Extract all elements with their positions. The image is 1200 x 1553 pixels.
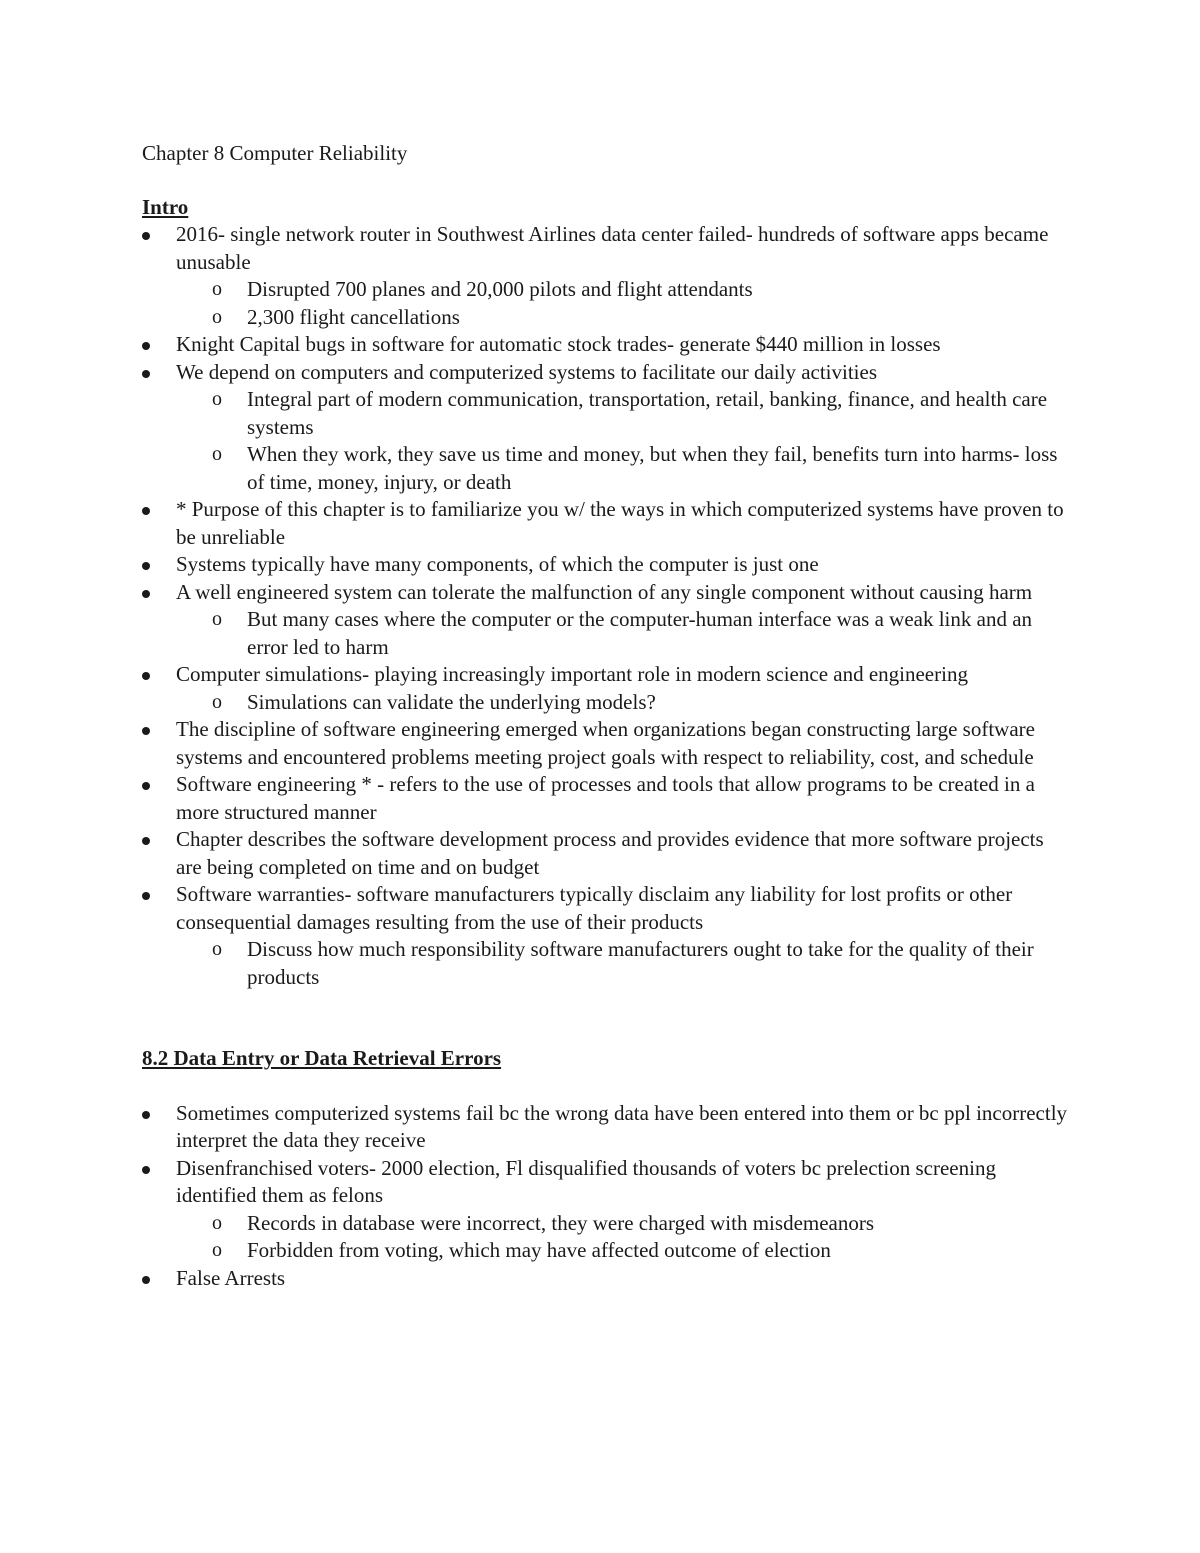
hollow-bullet-icon: o <box>212 1211 222 1234</box>
bullet-icon <box>142 232 150 240</box>
sub-list-item <box>176 304 1072 332</box>
bullet-icon <box>142 892 150 900</box>
sub-list <box>176 936 1072 991</box>
hollow-bullet-icon: o <box>212 443 222 465</box>
hollow-bullet-icon: o <box>212 305 222 328</box>
list-item-text: * Purpose of this chapter is to familiarize you w/ the ways in which computerized systems have proven to be unreliable <box>176 497 1064 549</box>
sub-list-item-text: Records in database were incorrect, they were charged with misdemeanors <box>247 1210 875 1235</box>
list-item <box>142 331 1072 359</box>
hollow-bullet-icon: o <box>212 690 222 713</box>
list-item-text: Disenfranchised voters- 2000 election, Fl disqualified thousands of voters bc prelection screening identified them as felons <box>176 1155 996 1207</box>
list-item <box>142 661 1072 716</box>
hollow-bullet-icon: o <box>212 608 222 630</box>
list-item-text: Chapter describes the software development process and provides evidence that more software projects are being completed on time and on budget <box>176 827 1044 879</box>
bullet-icon <box>142 1276 150 1284</box>
sub-list-item <box>176 276 1072 304</box>
bullet-icon <box>142 1166 150 1174</box>
bullet-icon <box>142 1111 150 1119</box>
sub-list <box>176 386 1072 496</box>
hollow-bullet-icon: o <box>212 278 222 300</box>
list-item <box>142 359 1072 497</box>
bullet-icon <box>142 782 150 790</box>
bullet-icon <box>142 562 150 570</box>
sub-list-item-text: Simulations can validate the underlying models? <box>247 689 656 714</box>
list-item <box>142 1100 1072 1155</box>
sub-list-item-text: But many cases where the computer or the computer-human interface was a weak link and an error led to harm <box>247 607 1033 659</box>
list-item-text: Knight Capital bugs in software for automatic stock trades- generate $440 million in losses <box>176 332 941 356</box>
sub-list <box>176 689 1072 717</box>
sub-list-item <box>176 441 1072 496</box>
sub-list-item-text: 2,300 flight cancellations <box>247 304 460 329</box>
sub-list-item <box>176 1210 1072 1238</box>
sub-list-item-text: Disrupted 700 planes and 20,000 pilots and flight attendants <box>247 277 753 301</box>
document-page <box>142 140 1072 1292</box>
list-item-text: Computer simulations- playing increasingly important role in modern science and engineering <box>176 662 968 686</box>
sub-list-item-text: Integral part of modern communication, transportation, retail, banking, finance, and health care systems <box>247 387 1048 439</box>
section-heading-intro: Intro <box>142 194 189 219</box>
hollow-bullet-icon: o <box>212 1239 222 1261</box>
list-item <box>142 579 1072 662</box>
section-heading-data-entry-errors: 8.2 Data Entry or Data Retrieval Errors <box>142 1046 502 1070</box>
data-errors-bullet-list <box>142 1100 1072 1293</box>
bullet-icon <box>142 590 150 598</box>
list-item-text: Software engineering * - refers to the use of processes and tools that allow programs to be created in a more structured manner <box>176 772 1035 824</box>
list-item <box>142 221 1072 331</box>
list-item <box>142 1265 1072 1293</box>
list-item <box>142 551 1072 579</box>
intro-bullet-list <box>142 221 1072 991</box>
list-item-text: Software warranties- software manufacturers typically disclaim any liability for lost profits or other consequential damages resulting from the use of their products <box>176 882 1013 934</box>
sub-list <box>176 606 1072 661</box>
list-item-text: Sometimes computerized systems fail bc the wrong data have been entered into them or bc ppl incorrectly interpret the data they receive <box>176 1100 1068 1152</box>
bullet-icon <box>142 837 150 845</box>
list-item <box>142 716 1072 771</box>
document-title: Chapter 8 Computer Reliability <box>142 141 408 165</box>
sub-list-item <box>176 386 1072 441</box>
sub-list-item <box>176 1237 1072 1265</box>
sub-list <box>176 1210 1072 1265</box>
bullet-icon <box>142 507 150 515</box>
sub-list-item-text: Forbidden from voting, which may have affected outcome of election <box>247 1238 831 1262</box>
list-item <box>142 771 1072 826</box>
bullet-icon <box>142 370 150 378</box>
sub-list-item-text: Discuss how much responsibility software manufacturers ought to take for the quality of their products <box>247 937 1034 989</box>
list-item <box>142 881 1072 991</box>
hollow-bullet-icon: o <box>212 938 222 960</box>
list-item-text: We depend on computers and computerized systems to facilitate our daily activities <box>176 359 878 384</box>
list-item-text: The discipline of software engineering emerged when organizations began constructing large software systems and encountered problems meeting project goals with respect to reliability, cost, and schedule <box>176 717 1035 769</box>
list-item <box>142 1155 1072 1265</box>
hollow-bullet-icon: o <box>212 388 222 410</box>
bullet-icon <box>142 727 150 735</box>
list-item-text: 2016- single network router in Southwest Airlines data center failed- hundreds of software apps became unusable <box>176 222 1049 274</box>
list-item <box>142 826 1072 881</box>
list-item-text: Systems typically have many components, of which the computer is just one <box>176 552 819 576</box>
bullet-icon <box>142 342 150 350</box>
list-item-text: False Arrests <box>176 1265 286 1290</box>
list-item <box>142 496 1072 551</box>
sub-list <box>176 276 1072 331</box>
sub-list-item <box>176 936 1072 991</box>
sub-list-item <box>176 606 1072 661</box>
list-item-text: A well engineered system can tolerate the malfunction of any single component without causing harm <box>176 579 1033 604</box>
sub-list-item-text: When they work, they save us time and money, but when they fail, benefits turn into harms- loss of time, money, injury, or death <box>247 442 1058 494</box>
sub-list-item <box>176 689 1072 717</box>
bullet-icon <box>142 672 150 680</box>
